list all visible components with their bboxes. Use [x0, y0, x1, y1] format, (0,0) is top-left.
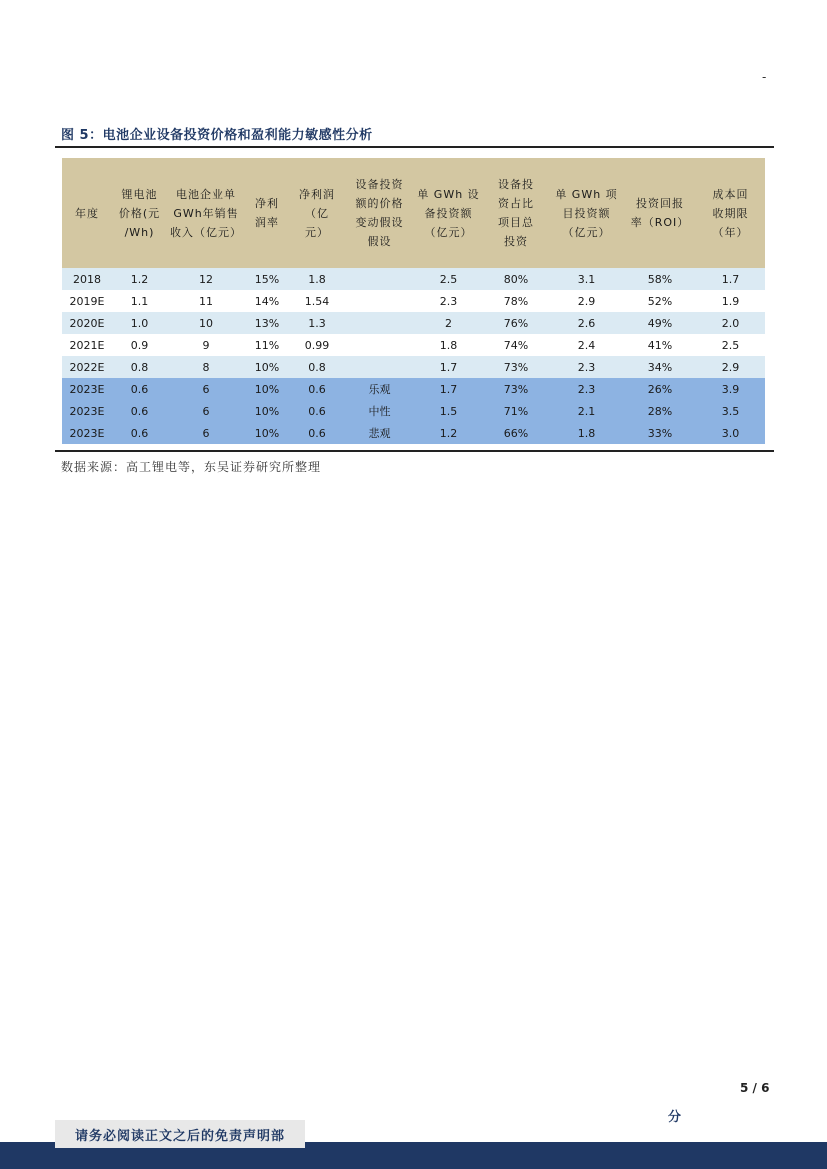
table-cell: 58%	[624, 268, 696, 290]
column-header: 设备投 资占比 项目总 投资	[483, 158, 549, 268]
table-cell	[345, 334, 414, 356]
table-cell: 2.3	[549, 356, 624, 378]
table-cell: 3.9	[696, 378, 765, 400]
disclaimer-box[interactable]	[55, 1120, 305, 1148]
table-cell: 34%	[624, 356, 696, 378]
table-row	[62, 422, 765, 444]
table-cell: 2018	[62, 268, 112, 290]
table-cell: 0.6	[112, 422, 167, 444]
table-cell: 乐观	[345, 378, 414, 400]
table-cell: 0.8	[289, 356, 345, 378]
table-cell: 2.5	[696, 334, 765, 356]
table-cell: 6	[167, 400, 245, 422]
table-cell: 2.0	[696, 312, 765, 334]
table-cell: 0.6	[289, 400, 345, 422]
table-cell: 10%	[245, 356, 289, 378]
table-cell: 52%	[624, 290, 696, 312]
table-cell: 71%	[483, 400, 549, 422]
table-cell: 15%	[245, 268, 289, 290]
column-header: 单 GWh 项 目投资额 （亿元）	[549, 158, 624, 268]
table-cell: 1.7	[414, 356, 483, 378]
table-cell: 2.3	[414, 290, 483, 312]
table-row	[62, 400, 765, 422]
table-cell: 0.6	[112, 400, 167, 422]
table-cell: 2.1	[549, 400, 624, 422]
table-cell: 10	[167, 312, 245, 334]
column-header: 净利 润率	[245, 158, 289, 268]
table-cell: 33%	[624, 422, 696, 444]
table-cell: 9	[167, 334, 245, 356]
table-cell: 26%	[624, 378, 696, 400]
column-header: 净利润 （亿 元）	[289, 158, 345, 268]
table-cell: 10%	[245, 378, 289, 400]
table-cell: 2023E	[62, 378, 112, 400]
table-cell: 28%	[624, 400, 696, 422]
table-cell: 2	[414, 312, 483, 334]
table-cell: 12	[167, 268, 245, 290]
table-cell: 66%	[483, 422, 549, 444]
table-cell: 0.9	[112, 334, 167, 356]
table-cell: 1.7	[414, 378, 483, 400]
table-header-row	[62, 158, 765, 268]
table-cell: 11	[167, 290, 245, 312]
table-cell: 80%	[483, 268, 549, 290]
table-cell: 78%	[483, 290, 549, 312]
table-cell: 10%	[245, 400, 289, 422]
table-cell: 1.8	[414, 334, 483, 356]
table-cell: 悲观	[345, 422, 414, 444]
table-cell: 3.0	[696, 422, 765, 444]
table-cell	[345, 356, 414, 378]
table-cell: 14%	[245, 290, 289, 312]
table-cell: 2022E	[62, 356, 112, 378]
page-top-mark: -	[762, 70, 767, 84]
table-cell: 0.8	[112, 356, 167, 378]
table-row	[62, 378, 765, 400]
table-top-rule	[55, 146, 774, 148]
table-row	[62, 334, 765, 356]
table-cell	[345, 268, 414, 290]
table-row	[62, 290, 765, 312]
figure-title: 图 5：电池企业设备投资价格和盈利能力敏感性分析	[61, 128, 373, 143]
column-header: 单 GWh 设 备投资额 （亿元）	[414, 158, 483, 268]
table-cell: 1.54	[289, 290, 345, 312]
table-cell: 1.9	[696, 290, 765, 312]
table-cell: 2.9	[549, 290, 624, 312]
table-cell: 6	[167, 378, 245, 400]
table-cell: 2019E	[62, 290, 112, 312]
table-cell: 74%	[483, 334, 549, 356]
table-cell: 1.8	[549, 422, 624, 444]
table-cell: 2020E	[62, 312, 112, 334]
table-row	[62, 268, 765, 290]
table-cell: 0.6	[289, 378, 345, 400]
table-cell: 13%	[245, 312, 289, 334]
table-cell: 6	[167, 422, 245, 444]
table-body	[62, 268, 765, 444]
table-cell: 1.8	[289, 268, 345, 290]
table-cell: 1.3	[289, 312, 345, 334]
table-cell: 2021E	[62, 334, 112, 356]
table-cell: 0.6	[112, 378, 167, 400]
table-cell: 2.6	[549, 312, 624, 334]
table-cell	[345, 312, 414, 334]
table-cell: 1.1	[112, 290, 167, 312]
column-header: 成本回 收期限 （年）	[696, 158, 765, 268]
column-header: 电池企业单 GWh年销售 收入（亿元）	[167, 158, 245, 268]
table-cell: 11%	[245, 334, 289, 356]
table-cell: 1.2	[414, 422, 483, 444]
table-cell: 76%	[483, 312, 549, 334]
table-cell: 2.4	[549, 334, 624, 356]
column-header: 锂电池 价格(元 /Wh)	[112, 158, 167, 268]
table-cell: 0.6	[289, 422, 345, 444]
column-header: 投资回报 率（ROI）	[624, 158, 696, 268]
table-cell: 2023E	[62, 422, 112, 444]
table-row	[62, 312, 765, 334]
table-cell: 2023E	[62, 400, 112, 422]
table-cell: 2.9	[696, 356, 765, 378]
table-cell: 3.5	[696, 400, 765, 422]
source-note: 数据来源：高工锂电等，东吴证券研究所整理	[61, 460, 322, 474]
table-cell: 1.7	[696, 268, 765, 290]
table-row	[62, 356, 765, 378]
table-cell: 3.1	[549, 268, 624, 290]
table-bottom-rule	[55, 450, 774, 452]
column-header: 年度	[62, 158, 112, 268]
column-header: 设备投资 额的价格 变动假设 假设	[345, 158, 414, 268]
footer-fragment: 分	[668, 1110, 682, 1125]
table-cell: 73%	[483, 378, 549, 400]
table-cell: 49%	[624, 312, 696, 334]
table-cell: 73%	[483, 356, 549, 378]
table-cell: 2.5	[414, 268, 483, 290]
table-cell: 2.3	[549, 378, 624, 400]
table-cell: 1.2	[112, 268, 167, 290]
table-cell: 8	[167, 356, 245, 378]
table-cell: 中性	[345, 400, 414, 422]
table-cell: 1.5	[414, 400, 483, 422]
table-cell: 1.0	[112, 312, 167, 334]
disclaimer-text: 请务必阅读正文之后的免责声明部	[74, 1128, 285, 1144]
sensitivity-table	[62, 158, 765, 444]
page-number: 5 / 6	[740, 1081, 770, 1095]
table-cell: 41%	[624, 334, 696, 356]
table-cell: 0.99	[289, 334, 345, 356]
table-cell	[345, 290, 414, 312]
table-cell: 10%	[245, 422, 289, 444]
